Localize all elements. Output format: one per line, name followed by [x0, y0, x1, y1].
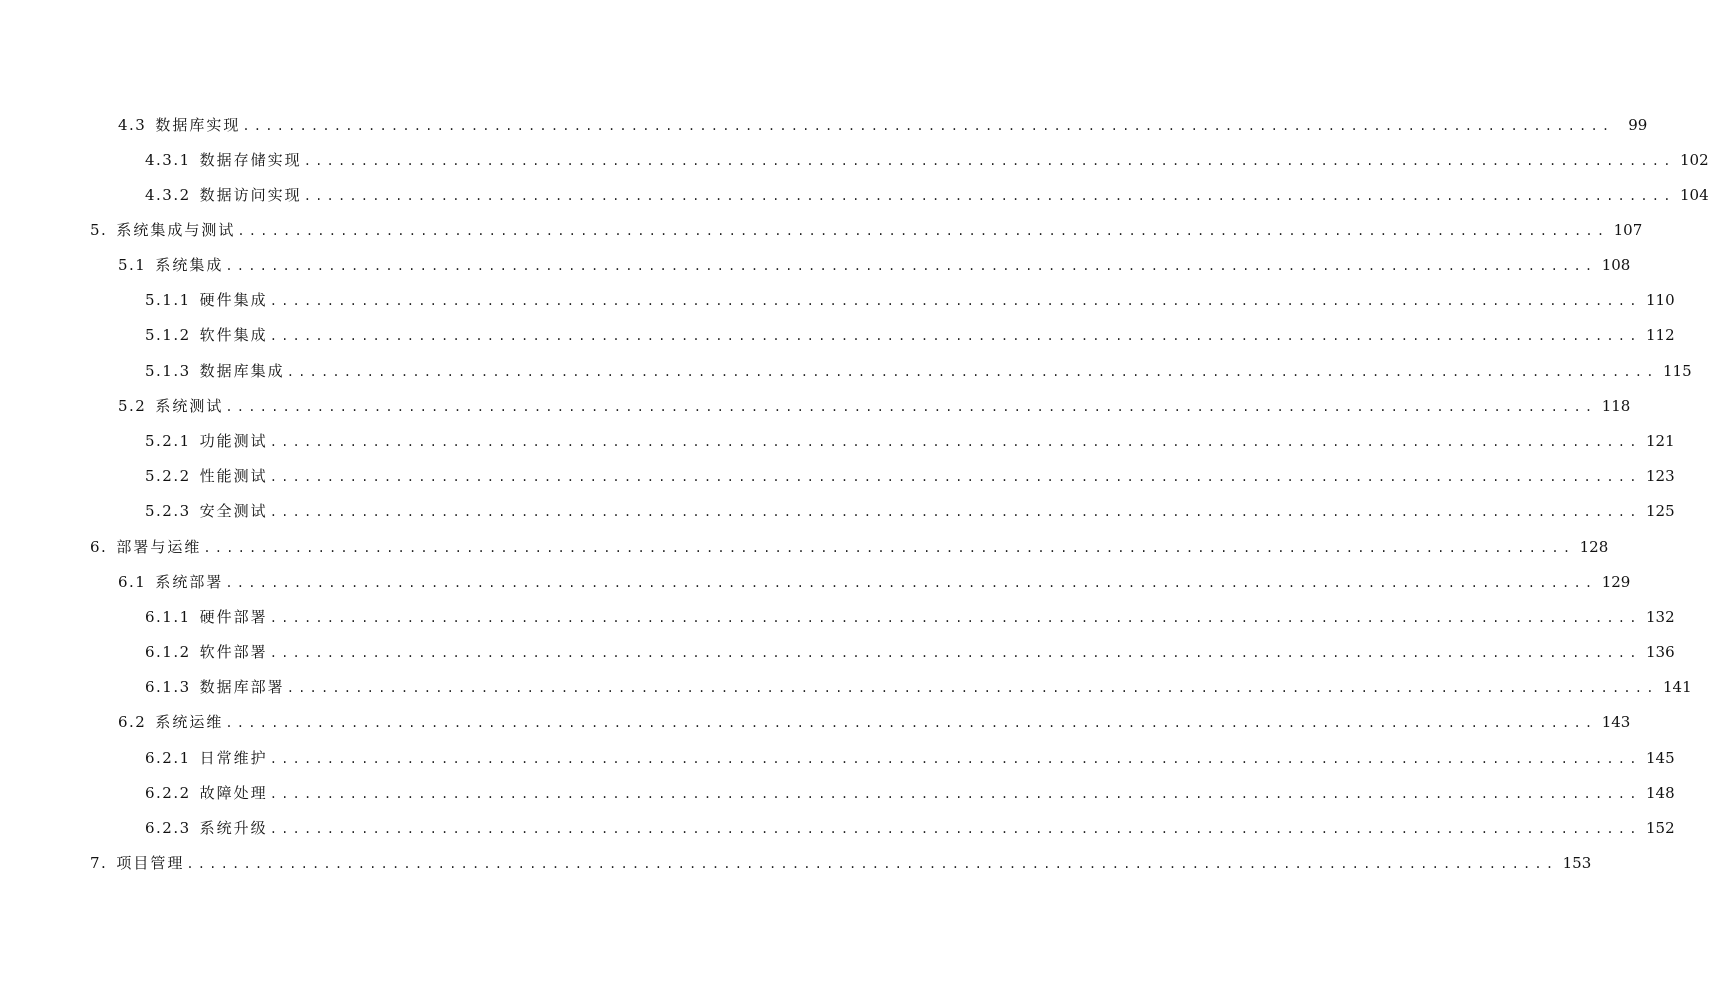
toc-entry[interactable] [145, 429, 1675, 453]
toc-entry-number: 5.2.1 [145, 432, 191, 450]
toc-dot-leader: ........................................................................................................................ [203, 541, 1575, 555]
toc-entry-page: 112 [1646, 326, 1675, 344]
toc-entry[interactable] [90, 851, 1592, 875]
toc-dot-leader: ........................................................................................................................ [269, 611, 1641, 625]
toc-dot-leader: ........................................................................................................................ [269, 787, 1641, 801]
toc-entry-page: 148 [1646, 784, 1675, 802]
toc-entry-title: 功能测试 [199, 432, 268, 450]
toc-dot-leader: ........................................................................................................................ [225, 576, 1597, 590]
toc-entry[interactable] [90, 535, 1609, 559]
toc-entry-title: 数据库集成 [199, 362, 285, 380]
toc-entry-title: 硬件集成 [199, 291, 268, 309]
toc-entry-number: 5.2 [118, 397, 147, 415]
toc-entry-title: 性能测试 [199, 467, 268, 485]
toc-entry-page: 118 [1601, 397, 1631, 415]
toc-entry-title: 数据库部署 [199, 678, 285, 696]
toc-entry-title: 系统部署 [155, 573, 224, 591]
toc-entry-number: 5.2.3 [145, 502, 191, 520]
toc-entry-page: 136 [1646, 643, 1675, 661]
toc-entry-title: 硬件部署 [199, 608, 268, 626]
toc-entry-page: 132 [1646, 608, 1675, 626]
toc-dot-leader: ........................................................................................................................ [237, 224, 1609, 238]
toc-entry-page: 129 [1601, 573, 1631, 591]
toc-entry[interactable] [145, 183, 1709, 207]
toc-dot-leader: ........................................................................................................................ [286, 681, 1658, 695]
toc-entry[interactable] [118, 394, 1631, 418]
toc-entry-page: 99 [1628, 116, 1648, 134]
toc-entry[interactable] [90, 218, 1643, 242]
toc-entry-number: 6.2.3 [145, 819, 191, 837]
toc-entry-title: 数据存储实现 [199, 151, 302, 169]
toc-entry-page: 107 [1613, 221, 1643, 239]
toc-entry-page: 143 [1601, 713, 1631, 731]
toc-dot-leader: ........................................................................................................................ [303, 154, 1675, 168]
toc-dot-leader: ........................................................................................................................ [269, 470, 1641, 484]
toc-entry-number: 5.2.2 [145, 467, 191, 485]
toc-entry-number: 6. [90, 538, 108, 556]
toc-entry-title: 系统测试 [155, 397, 224, 415]
toc-entry[interactable] [145, 148, 1709, 172]
toc-entry[interactable] [145, 323, 1675, 347]
toc-entry[interactable] [145, 288, 1675, 312]
toc-entry-number: 6.1.3 [145, 678, 191, 696]
toc-entry-title: 软件集成 [199, 326, 268, 344]
toc-entry-page: 153 [1562, 854, 1592, 872]
toc-entry-page: 123 [1646, 467, 1675, 485]
toc-entry-title: 系统升级 [199, 819, 268, 837]
toc-entry[interactable] [118, 113, 1648, 137]
toc-entry-number: 6.1.1 [145, 608, 191, 626]
toc-entry-number: 5. [90, 221, 108, 239]
toc-entry-number: 6.2.2 [145, 784, 191, 802]
toc-entry[interactable] [118, 253, 1631, 277]
toc-entry-page: 145 [1646, 749, 1675, 767]
toc-dot-leader: ........................................................................................................................ [286, 365, 1658, 379]
toc-entry[interactable] [145, 781, 1675, 805]
toc-entry-title: 系统运维 [155, 713, 224, 731]
toc-dot-leader: ........................................................................................................................ [186, 857, 1558, 871]
toc-dot-leader: ........................................................................................................................ [225, 716, 1597, 730]
toc-entry-page: 110 [1646, 291, 1675, 309]
toc-entry[interactable] [145, 499, 1675, 523]
toc-entry-title: 数据访问实现 [199, 186, 302, 204]
toc-dot-leader: ........................................................................................................................ [269, 752, 1641, 766]
toc-dot-leader: ........................................................................................................................ [269, 822, 1641, 836]
toc-entry[interactable] [145, 675, 1692, 699]
toc-entry-title: 项目管理 [116, 854, 185, 872]
toc-dot-leader: ........................................................................................................................ [303, 189, 1675, 203]
toc-entry[interactable] [145, 640, 1675, 664]
toc-entry-number: 6.2 [118, 713, 147, 731]
toc-dot-leader: ........................................................................................................................ [269, 294, 1641, 308]
toc-entry-number: 5.1 [118, 256, 147, 274]
toc-entry-number: 6.2.1 [145, 749, 191, 767]
toc-entry[interactable] [145, 464, 1675, 488]
toc-entry-number: 7. [90, 854, 108, 872]
toc-entry[interactable] [118, 570, 1631, 594]
toc-entry-number: 6.1 [118, 573, 147, 591]
toc-entry-page: 115 [1663, 362, 1692, 380]
toc-entry-page: 125 [1646, 502, 1675, 520]
toc-entry-page: 102 [1680, 151, 1709, 169]
toc-entry-title: 日常维护 [199, 749, 268, 767]
toc-entry-title: 部署与运维 [116, 538, 202, 556]
toc-entry-page: 121 [1646, 432, 1675, 450]
toc-dot-leader: ........................................................................................................................ [225, 400, 1597, 414]
toc-entry-page: 128 [1579, 538, 1609, 556]
toc-dot-leader: ........................................................................................................................ [225, 259, 1597, 273]
toc-entry[interactable] [145, 746, 1675, 770]
toc-entry-number: 4.3.1 [145, 151, 191, 169]
toc-entry-number: 6.1.2 [145, 643, 191, 661]
toc-entry-page: 104 [1680, 186, 1709, 204]
toc-entry-page: 141 [1663, 678, 1692, 696]
toc-dot-leader: ........................................................................................................................ [269, 329, 1641, 343]
toc-entry-page: 108 [1601, 256, 1631, 274]
toc-entry[interactable] [118, 710, 1631, 734]
toc-entry-number: 5.1.1 [145, 291, 191, 309]
toc-dot-leader: ........................................................................................................................ [269, 435, 1641, 449]
toc-entry-title: 故障处理 [199, 784, 268, 802]
toc-entry[interactable] [145, 605, 1675, 629]
toc-entry-number: 4.3.2 [145, 186, 191, 204]
toc-entry-number: 4.3 [118, 116, 147, 134]
toc-entry-number: 5.1.2 [145, 326, 191, 344]
toc-dot-leader: ........................................................................................................................ [242, 119, 1614, 133]
toc-entry-title: 软件部署 [199, 643, 268, 661]
toc-entry-title: 安全测试 [199, 502, 268, 520]
toc-dot-leader: ........................................................................................................................ [269, 505, 1641, 519]
toc-dot-leader: ........................................................................................................................ [269, 646, 1641, 660]
toc-entry-title: 数据库实现 [155, 116, 241, 134]
toc-entry-title: 系统集成 [155, 256, 224, 274]
toc-entry-title: 系统集成与测试 [116, 221, 236, 239]
toc-entry[interactable] [145, 816, 1675, 840]
toc-entry[interactable] [145, 359, 1692, 383]
toc-entry-number: 5.1.3 [145, 362, 191, 380]
toc-entry-page: 152 [1646, 819, 1675, 837]
